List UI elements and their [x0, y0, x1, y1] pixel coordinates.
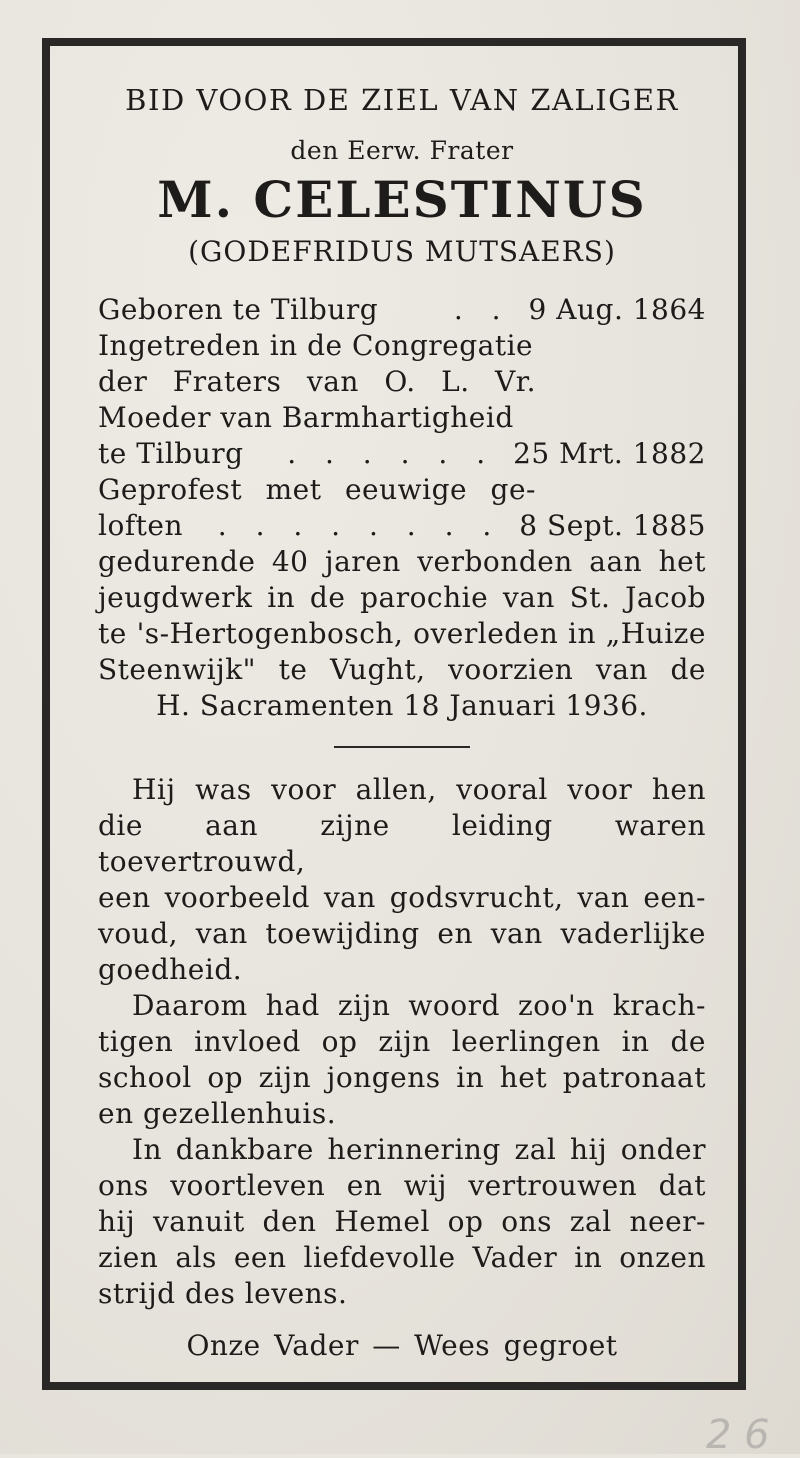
paragraph-line: die aan zijne leiding waren toevertrouwd,	[98, 809, 706, 878]
paragraph-line: een voorbeeld van godsvrucht, van een-	[98, 881, 706, 914]
paragraph-line: ons voortleven en wij vertrouwen dat	[98, 1169, 706, 1202]
paragraph-3	[98, 1132, 706, 1312]
professed-row	[98, 508, 706, 544]
bio-line: Steenwijk" te Vught, voorzien van de	[98, 653, 706, 686]
paragraph-line: In dankbare herinnering zal hij onder	[132, 1133, 706, 1166]
bio-line: te 's-Hertogenbosch, overleden in „Huize	[98, 617, 706, 650]
bio-line: gedurende 40 jaren verbonden aan het	[98, 545, 706, 578]
born-row	[98, 292, 706, 328]
professed-dots: . . . . . . . .	[217, 509, 502, 542]
bio-line: H. Sacramenten 18 Januari 1936.	[156, 689, 648, 722]
paragraph-line: en gezellenhuis.	[98, 1097, 337, 1130]
entered-date: 25 Mrt. 1882	[513, 437, 706, 470]
divider	[334, 746, 470, 748]
entered-line-3: Moeder van Barmhartigheid	[98, 401, 514, 434]
entered-line-2: der Fraters van O. L. Vr.	[98, 365, 536, 398]
civil-name: (GODEFRIDUS MUTSAERS)	[188, 235, 616, 268]
paragraph-line: Hij was voor allen, vooral voor hen	[132, 773, 706, 806]
entered-line-1: Ingetreden in de Congregatie	[98, 329, 534, 362]
professed-date: 8 Sept. 1885	[519, 509, 706, 542]
title-line: den Eerw. Frater	[290, 136, 514, 165]
pencil-annotation: 2 6	[706, 1412, 770, 1458]
closing-prayer: Onze Vader — Wees gegroet	[186, 1329, 618, 1362]
life-dates	[98, 292, 706, 544]
biography	[98, 544, 706, 724]
professed-label: loften	[98, 509, 184, 542]
prayer-heading: BID VOOR DE ZIEL VAN ZALIGER	[125, 83, 679, 117]
entered-place: te Tilburg	[98, 437, 244, 470]
paragraph-line: Daarom had zijn woord zoo'n krach-	[132, 989, 706, 1022]
religious-name: M. CELESTINUS	[157, 170, 647, 229]
paragraph-line: hij vanuit den Hemel op ons zal neer-	[98, 1205, 706, 1238]
paragraph-line: zien als een liefdevolle Vader in onzen	[98, 1241, 706, 1274]
paragraph-line: goedheid.	[98, 953, 243, 986]
card-content	[98, 80, 706, 1364]
born-date: 9 Aug. 1864	[528, 293, 706, 326]
born-label: Geboren te Tilburg	[98, 293, 379, 326]
entered-dots: . . . . . .	[287, 437, 496, 470]
professed-line: Geprofest met eeuwige ge-	[98, 473, 536, 506]
paragraph-2	[98, 988, 706, 1132]
paragraph-line: tigen invloed op zijn leerlingen in de	[98, 1025, 706, 1058]
entered-row	[98, 436, 706, 472]
paragraph-1	[98, 772, 706, 988]
paragraph-line: voud, van toewijding en van vaderlijke	[98, 917, 706, 950]
born-dots: . .	[453, 293, 511, 326]
paragraph-line: strijd des levens.	[98, 1277, 348, 1310]
paragraph-line: school op zijn jongens in het patronaat	[98, 1061, 706, 1094]
bio-line: jeugdwerk in de parochie van St. Jacob	[98, 581, 706, 614]
